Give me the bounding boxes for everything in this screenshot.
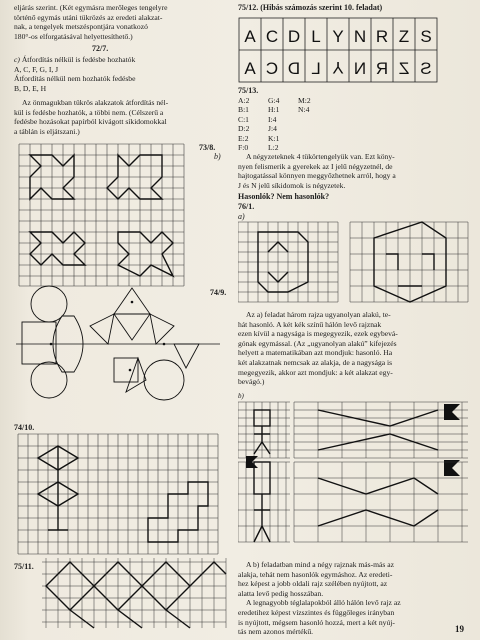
para-line: J és N jelű síkidomok is négyzetek. — [238, 180, 346, 190]
letter-r: R — [375, 27, 389, 46]
intro-line: 180°-os elforgatásával helyettesíthető.) — [14, 31, 133, 41]
para-line: A legnagyobb téglalapokból álló hálón levő rajz az — [246, 598, 401, 608]
intro-line: nak, a tengelyek metszéspontjára vonatkozó — [14, 22, 148, 32]
para-line: A négyzeteknek 4 tükörtengelyük van. Ezt köny- — [246, 152, 395, 161]
part-a-label: a) — [238, 212, 245, 221]
pair-cell: E:2 — [238, 133, 249, 143]
para-line: Az a) feladat három rajza ugyanolyan alakú, te- — [246, 310, 391, 319]
figure-label-74-9: 74/9. — [210, 288, 227, 297]
mirrored-letter-y: Y — [332, 58, 344, 77]
exercise-number-72-7: 72/7. — [92, 44, 109, 53]
para-line: fedésbe hozásokat papírból kivágott síkidomokkal — [14, 117, 167, 127]
pair-cell: H:1 — [268, 105, 280, 115]
right-grid — [350, 222, 468, 302]
shapes-figure-74-9 — [14, 284, 227, 416]
part-c-label: c) — [14, 55, 20, 64]
pair-cell — [298, 124, 328, 133]
grid-figure-76-1-b — [238, 400, 470, 558]
para-line: A b) feladatban mind a négy rajznak más-más az — [246, 560, 395, 569]
stretched-shape-wide — [318, 410, 438, 450]
diamond-pattern — [46, 562, 226, 628]
pair-cell: L:2 — [268, 143, 279, 153]
para-line: nyen felismerik a gyerekek az I jelű négyzetnél, de — [238, 161, 393, 171]
letter-d: D — [287, 27, 301, 46]
section-heading: Hasonlók? Nem hasonlók? — [238, 192, 330, 201]
para-line: hez képest a jobb oldali rajz szélében nyújtott, az — [238, 579, 388, 589]
figure-label-74-10: 74/10. — [14, 423, 35, 432]
grid-lines — [19, 144, 184, 286]
pair-cell: C:1 — [238, 114, 249, 124]
letters-mirrored-row — [244, 58, 431, 78]
para-line: helyett a matematikában azt mondjuk: hasonló. Ha — [238, 348, 393, 358]
para-line: Az önmagukban tükrös alakzatok átfordítás nél- — [22, 98, 169, 107]
exercise-title-75-12: 75/12. (Hibás számozás szerint 10. feladat) — [238, 3, 383, 12]
page-number: 19 — [455, 624, 464, 634]
grid-figure-76-1-a — [238, 220, 470, 306]
pair-cell — [298, 115, 328, 124]
similarity-paragraph — [238, 310, 468, 387]
figure-label-73-8: 73/8. — [199, 143, 216, 152]
grid-figure-74-10 — [14, 430, 230, 560]
large-grid — [294, 462, 468, 542]
part-b-label: b) — [238, 392, 244, 400]
para-line: alakja, tehát nem hasonlók egymáshoz. Az eredeti- — [238, 569, 393, 579]
pair-cell: I:4 — [268, 114, 277, 124]
mirrored-letter-l: L — [311, 59, 321, 78]
mirrored-letter-r: R — [375, 59, 389, 78]
pattern-figure-75-11 — [42, 558, 228, 630]
pair-cell: B:1 — [238, 105, 249, 115]
set-2-label: Átfordítás nélkül nem hozhatók fedésbe — [14, 74, 136, 84]
square-shape — [22, 322, 138, 382]
letters-top-row — [244, 27, 431, 46]
para-line: kül is fedésbe hozhatók, a többi nem. (Célszerű a — [14, 107, 164, 117]
set-1: A, C, F, G, I, J — [14, 64, 59, 74]
left-grid — [238, 222, 338, 302]
mirrored-letter-s: S — [420, 59, 432, 78]
letter-c: C — [265, 27, 279, 46]
set-2: B, D, E, H — [14, 83, 47, 93]
para-line: eredetihez képest vízszintes és függőleges irányban — [238, 607, 395, 617]
mirrored-letter-z: Z — [398, 59, 410, 78]
para-line: hajtogatással könnyen meggyőzhetnek arról, hogy a — [238, 171, 396, 181]
triangle-shape — [90, 288, 199, 392]
flag-mark — [444, 404, 460, 476]
letter-y: Y — [332, 27, 344, 46]
exercise-number-76-1: 76/1. — [238, 202, 255, 211]
letters-figure-75-12 — [238, 16, 438, 84]
para-line: bevágó.) — [238, 377, 265, 387]
stretched-shape-large — [318, 478, 438, 526]
mirrored-letter-c: C — [265, 59, 279, 78]
answer-pairs — [238, 96, 328, 152]
para-line: ezen kívül a nagysága is megegyezik, ezek egybevá- — [238, 329, 398, 339]
pair-cell: G:4 — [268, 96, 280, 105]
answer-72-7 — [14, 55, 230, 93]
letter-z: Z — [398, 27, 410, 46]
bowtie-shape-bottom-left — [30, 232, 85, 265]
para-line: alatta levő pedig hosszában. — [238, 588, 324, 598]
para-line: is nyújtott, mégsem hasonló hozzá, mert a két nyúj- — [238, 617, 395, 627]
letter-l: L — [311, 27, 321, 46]
para-line: a táblán is eljátszani.) — [14, 126, 80, 136]
para-line: megegyezik, akkor azt mondjuk: a két alakzat egy- — [238, 367, 393, 377]
figure-sub-b: b) — [214, 152, 221, 161]
pair-cell: A:2 — [238, 96, 250, 105]
squares-paragraph — [238, 152, 468, 190]
exercise-number-75-13: 75/13. — [238, 86, 259, 95]
para-line: hát hasonló. A két kék színű hálón levő rajznak — [238, 319, 382, 329]
pair-cell: N:4 — [298, 105, 310, 115]
intro-line: eljárás szerint. (Két egymásra merőleges tengelyre — [14, 3, 168, 12]
letter-s: S — [420, 27, 432, 46]
letter-a: A — [244, 27, 256, 46]
para-line: két alakzatnak nemcsak az alakja, de a nagysága is — [238, 357, 393, 367]
letter-n: N — [353, 27, 367, 46]
mirrored-letter-n: N — [353, 59, 367, 78]
arrow-shape — [38, 446, 78, 530]
pair-cell — [298, 134, 328, 143]
figure-label-75-11: 75/11. — [14, 562, 34, 571]
pair-cell: K:1 — [268, 133, 280, 143]
explanation-paragraph — [14, 98, 230, 136]
pair-cell: D:2 — [238, 124, 250, 134]
intro-line: történő egymás utáni tükrözés az eredeti alakzat- — [14, 12, 163, 22]
pair-cell: J:4 — [268, 124, 277, 134]
mirrored-letter-a: A — [244, 59, 256, 78]
para-line: gónak egymással. (Az „ugyanolyan alakú” kifejezés — [238, 338, 397, 348]
mirrored-letter-d: D — [287, 59, 301, 78]
stretch-paragraph — [238, 560, 468, 637]
pair-cell: F:0 — [238, 143, 249, 153]
part-c-text: Átfordítás nélkül is fedésbe hozhatók — [21, 55, 136, 64]
grid-figure-73-8 — [14, 138, 194, 288]
para-line: tás nem azonos mértékű. — [238, 627, 314, 637]
intro-paragraph — [14, 3, 230, 41]
pair-cell: M:2 — [298, 96, 311, 105]
